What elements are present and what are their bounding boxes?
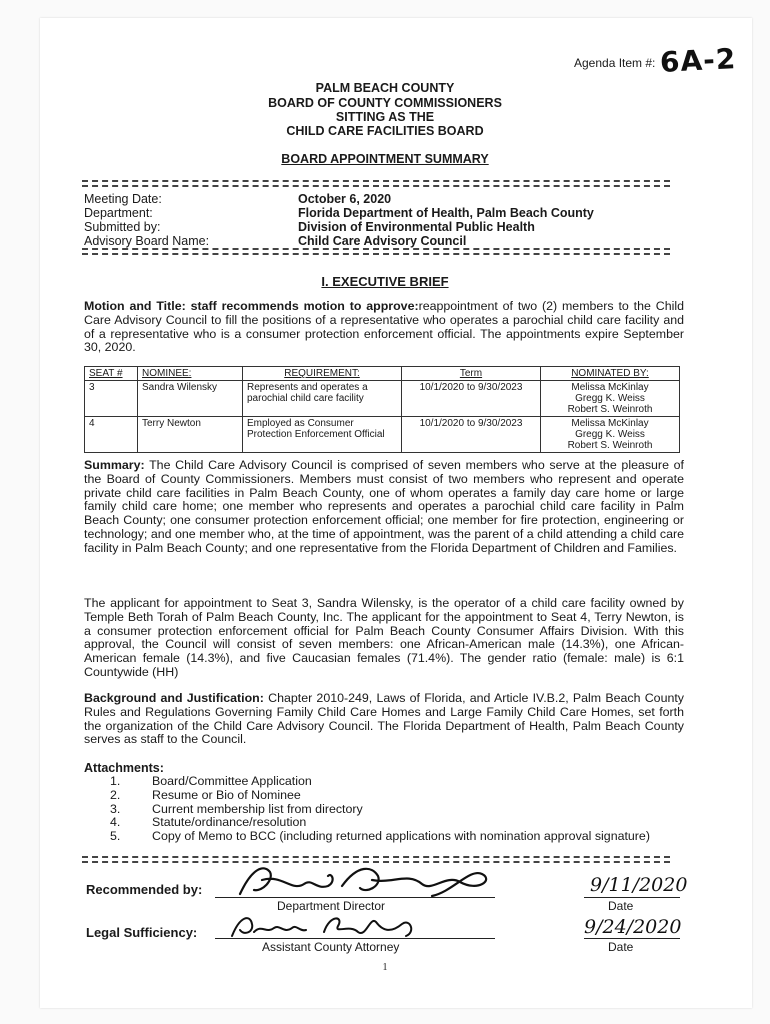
motion-paragraph [84, 300, 684, 355]
advisory-board-label: Advisory Board Name: [84, 234, 210, 248]
term-cell: 10/1/2020 to 9/30/2023 [402, 381, 541, 417]
agenda-item-label: Agenda Item #: [574, 56, 656, 70]
item-text: Current membership list from directory [152, 801, 363, 816]
attachments-list [110, 775, 690, 844]
list-item [110, 816, 690, 830]
page-number: 1 [382, 962, 388, 973]
item-number: 4. [110, 815, 121, 830]
nominator: Melissa McKinlay [571, 418, 649, 429]
summary-text: The Child Care Advisory Council is comprised of seven members who serve at the pleasure of the Board of County Commissioners. Members must consist of two members who represent and operate private child care facilities in Palm Beach County, one of whom operates a family day care home or large family child care home; one member who represents and operates a parochial child care facility in Palm Beach County; one consumer protection enforcement official; one member for fire protection, engineering or technology; and one member who, at the time of appointment, was the parent of a child attending a child care facility in Palm Beach County; and one representative from the Florida Department of Children and Families. [84, 458, 685, 555]
submitted-by-label: Submitted by: [84, 220, 161, 234]
table-row [85, 381, 680, 417]
item-text: Board/Committee Application [152, 774, 312, 788]
nominator: Gregg K. Weiss [575, 393, 645, 404]
item-number: 3. [110, 801, 121, 816]
legal-date: 9/24/2020 [584, 916, 682, 938]
item-text: Copy of Memo to BCC (including returned applications with nomination approval signature) [152, 829, 650, 844]
requirement-cell: Employed as Consumer Protection Enforcement Official [243, 417, 402, 453]
table-header-row [85, 367, 680, 381]
date-line [584, 938, 680, 939]
date-caption: Date [608, 899, 634, 913]
nominator: Melissa McKinlay [571, 382, 649, 393]
executive-brief-title: I. EXECUTIVE BRIEF [321, 274, 449, 289]
seat-cell: 4 [85, 417, 138, 453]
nominee-cell: Terry Newton [138, 417, 243, 453]
recommended-date: 9/11/2020 [590, 874, 688, 896]
item-text: Statute/ordinance/resolution [152, 815, 307, 830]
summary-paragraph [84, 459, 684, 556]
item-number: 2. [110, 787, 121, 802]
item-number: 5. [110, 829, 121, 844]
background-paragraph [84, 692, 684, 747]
list-item [110, 830, 690, 844]
nominated-by-cell [541, 417, 680, 453]
list-item [110, 775, 690, 789]
department-label: Department: [84, 206, 153, 220]
recommended-by-label: Recommended by: [86, 882, 203, 897]
seat-cell: 3 [85, 381, 138, 417]
board-heading: BOARD OF COUNTY COMMISSIONERS [268, 96, 502, 110]
divider [82, 248, 670, 255]
column-header: NOMINEE: [138, 367, 243, 381]
department-value: Florida Department of Health, Palm Beach County [298, 206, 594, 220]
column-header: SEAT # [85, 367, 138, 381]
column-header: NOMINATED BY: [541, 367, 680, 381]
applicants-paragraph: The applicant for appointment to Seat 3, Sandra Wilensky, is the operator of a child care facility owned by Temple Beth Torah of Palm Beach County, Inc. The applicant for the appointment to Seat 4, Terry Newton, is a consumer protection enforcement official for Palm Beach County Consumer Affairs Division. With this approval, the Council will consist of seven members: one African-American male (14.3%), one African-American female (14.3%), and five Caucasian females (71.4%). The gender ratio (female: male) is 6:1 Countywide (HH) [84, 596, 684, 679]
nominator: Robert S. Weinroth [567, 440, 653, 451]
county-heading: PALM BEACH COUNTY [315, 81, 455, 95]
submitted-by-value: Division of Environmental Public Health [298, 220, 535, 234]
divider [82, 180, 670, 187]
agenda-item-number: 6A-2 [659, 42, 738, 79]
table-row [85, 417, 680, 453]
summary-label: Summary: [84, 458, 145, 472]
date-caption: Date [608, 940, 634, 954]
director-signature [232, 862, 502, 902]
date-line [584, 897, 680, 898]
sitting-heading: SITTING AS THE [335, 110, 435, 124]
meeting-date-label: Meeting Date: [84, 192, 162, 206]
list-item [110, 789, 690, 803]
attachments-heading: Attachments: [84, 761, 164, 775]
assistant-county-attorney-caption: Assistant County Attorney [262, 940, 400, 954]
item-text: Resume or Bio of Nominee [152, 787, 301, 802]
motion-label: Motion and Title: staff recommends motion to approve: [84, 299, 419, 313]
nominator: Robert S. Weinroth [567, 404, 653, 415]
legal-sufficiency-label: Legal Sufficiency: [86, 925, 198, 940]
list-item [110, 803, 690, 817]
motion-text: reappointment of two (2) members to the Child Care Advisory Council to fill the positions of a representative who operates a parochial child care facility and of a representative who is a consumer protection enforcement official. The appointments expire September 30, 2020. [84, 299, 684, 355]
term-cell: 10/1/2020 to 9/30/2023 [402, 417, 541, 453]
signature-line [215, 897, 495, 898]
signature-line [215, 938, 495, 939]
seats-table [84, 366, 680, 453]
background-text: Chapter 2010-249, Laws of Florida, and Article IV.B.2, Palm Beach County Rules and Regulations Governing Family Child Care Homes and Large Family Child Care Homes, set forth the organization of the Child Care Advisory Council. The Florida Department of Health, Palm Beach County serves as staff to the Council. [84, 691, 684, 747]
requirement-cell: Represents and operates a parochial child care facility [243, 381, 402, 417]
nominee-cell: Sandra Wilensky [138, 381, 243, 417]
facilities-board-heading: CHILD CARE FACILITIES BOARD [286, 124, 484, 138]
nominated-by-cell [541, 381, 680, 417]
meeting-date-value: October 6, 2020 [298, 192, 392, 206]
item-number: 1. [110, 774, 121, 788]
nominator: Gregg K. Weiss [575, 429, 645, 440]
column-header: REQUIREMENT: [243, 367, 402, 381]
appointment-summary-title: BOARD APPOINTMENT SUMMARY [281, 152, 489, 166]
advisory-board-value: Child Care Advisory Council [298, 234, 467, 248]
column-header: Term [402, 367, 541, 381]
background-label: Background and Justification: [84, 691, 264, 705]
department-director-caption: Department Director [277, 899, 386, 913]
